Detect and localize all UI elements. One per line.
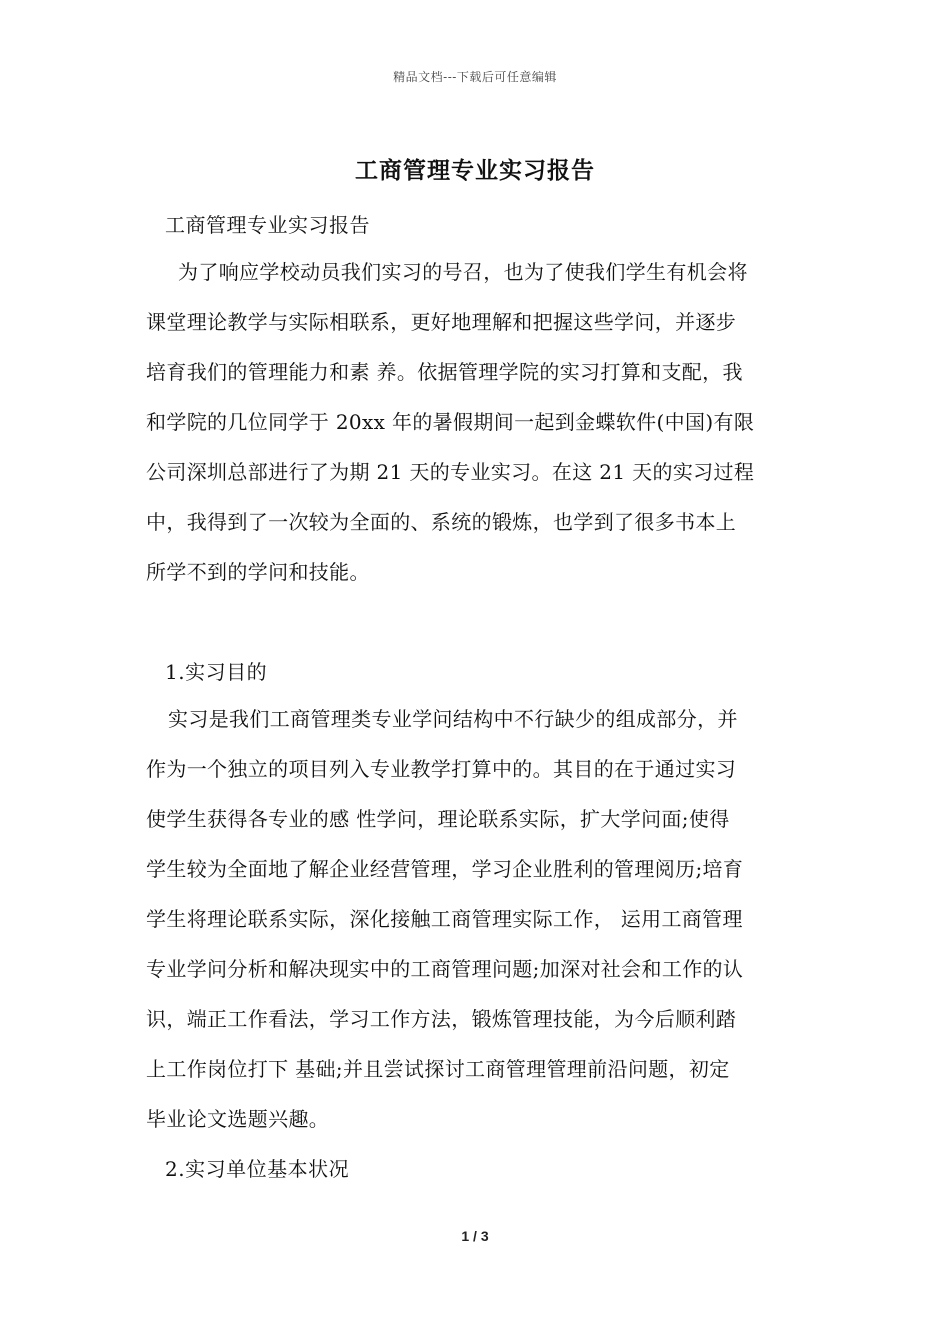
- paragraph-line: 课堂理论教学与实际相联系，更好地理解和把握这些学问，并逐步: [146, 310, 737, 334]
- paragraph-line: 专业学问分析和解决现实中的工商管理问题;加深对社会和工作的认: [146, 957, 744, 981]
- paragraph-line: 使学生获得各专业的感 性学问，理论联系实际，扩大学问面;使得: [146, 807, 730, 831]
- paragraph-line: 作为一个独立的项目列入专业教学打算中的。其目的在于通过实习: [146, 757, 737, 781]
- paragraph-line: 所学不到的学问和技能。: [146, 560, 370, 584]
- document-title: 工商管理专业实习报告: [355, 157, 595, 184]
- paragraph-line: 培育我们的管理能力和素 养。依据管理学院的实习打算和支配，我: [146, 360, 743, 384]
- section-heading-purpose: 1.实习目的: [165, 660, 268, 684]
- paragraph-line: 实习是我们工商管理类专业学问结构中不行缺少的组成部分，并: [168, 707, 738, 731]
- header-note: 精品文档---下载后可任意编辑: [393, 70, 557, 84]
- document-subtitle: 工商管理专业实习报告: [165, 213, 370, 237]
- paragraph-line: 公司深圳总部进行了为期 21 天的专业实习。在这 21 天的实习过程: [146, 460, 755, 484]
- paragraph-line: 上工作岗位打下 基础;并且尝试探讨工商管理管理前沿问题，初定: [146, 1057, 730, 1081]
- paragraph-line: 和学院的几位同学于 20xx 年的暑假期间一起到金蝶软件(中国)有限: [146, 410, 755, 434]
- paragraph-line: 为了响应学校动员我们实习的号召，也为了使我们学生有机会将: [178, 260, 748, 284]
- section-heading-company: 2.实习单位基本状况: [165, 1157, 350, 1181]
- paragraph-line: 学生较为全面地了解企业经营管理，学习企业胜利的管理阅历;培育: [146, 857, 744, 881]
- paragraph-line: 毕业论文选题兴趣。: [146, 1107, 330, 1131]
- paragraph-purpose: [146, 705, 808, 1155]
- paragraph-line: 学生将理论联系实际，深化接触工商管理实际工作， 运用工商管理: [146, 907, 743, 931]
- paragraph-intro: [146, 258, 808, 608]
- paragraph-line: 中，我得到了一次较为全面的、系统的锻炼，也学到了很多书本上: [146, 510, 737, 534]
- paragraph-line: 识，端正工作看法，学习工作方法，锻炼管理技能，为今后顺利踏: [146, 1007, 737, 1031]
- page-number: 1 / 3: [461, 1228, 489, 1244]
